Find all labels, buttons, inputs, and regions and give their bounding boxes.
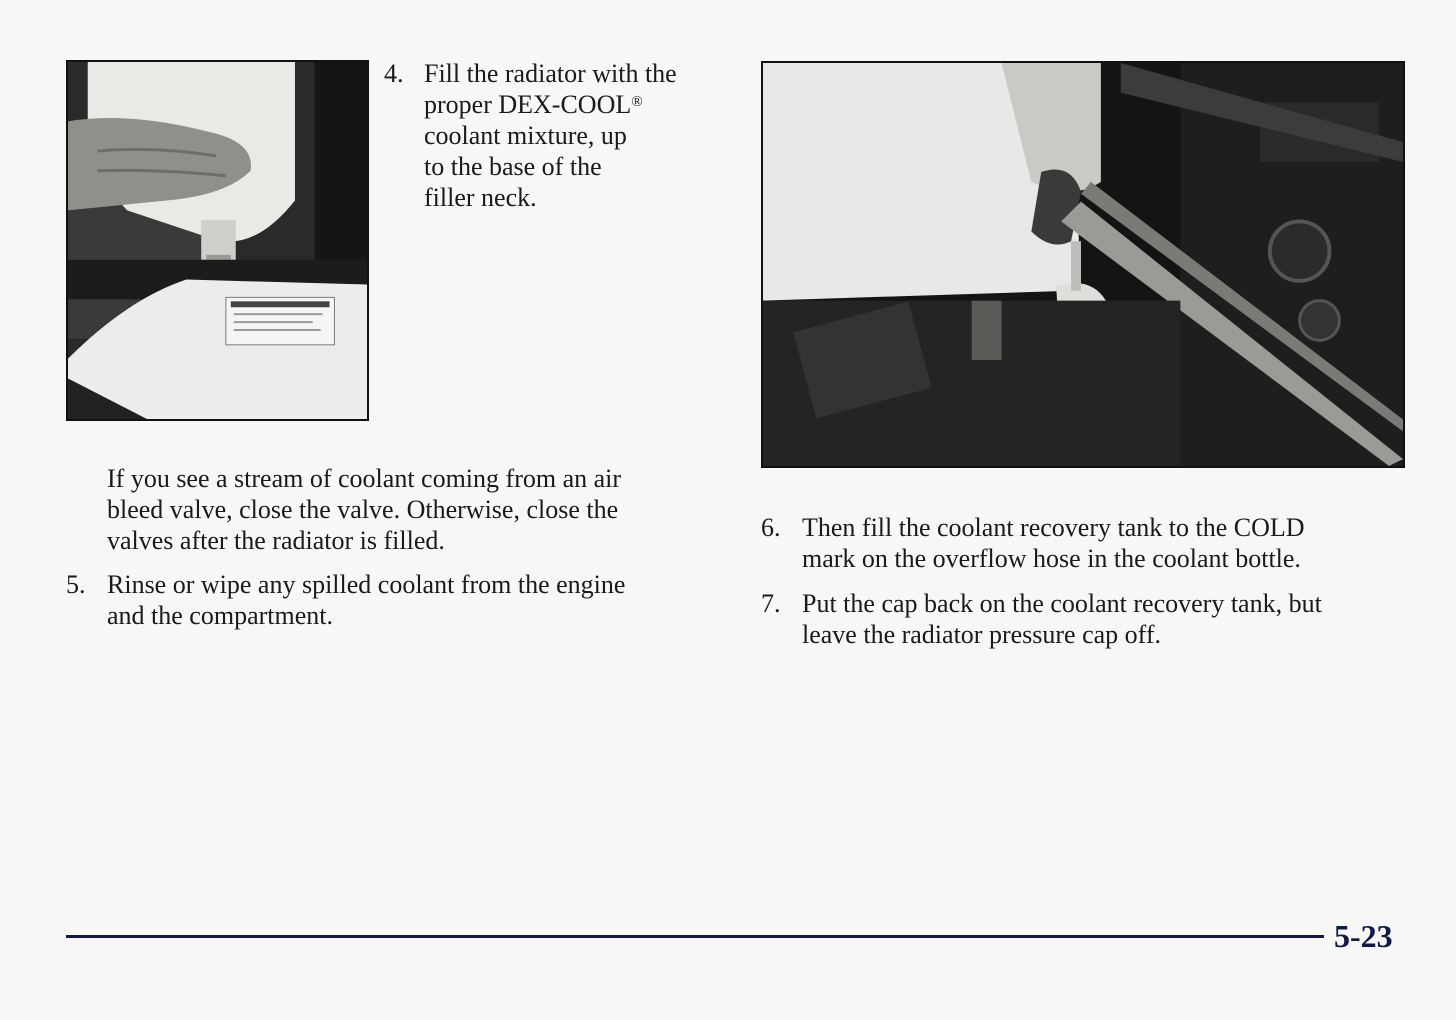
recovery-tank-photo bbox=[761, 61, 1405, 468]
step-number: 6. bbox=[761, 513, 781, 542]
step-text bbox=[802, 512, 1402, 574]
step-line: to the base of the bbox=[424, 152, 602, 181]
step-number: 7. bbox=[761, 589, 781, 618]
step-line: Rinse or wipe any spilled coolant from the engine bbox=[107, 570, 626, 599]
paragraph-line: valves after the radiator is filled. bbox=[107, 526, 445, 555]
step-number: 4. bbox=[384, 59, 404, 88]
step-text bbox=[802, 588, 1402, 650]
radiator-fill-photo bbox=[66, 60, 369, 421]
step-line bbox=[424, 89, 724, 120]
step-line: leave the radiator pressure cap off. bbox=[802, 620, 1162, 649]
step-line: Fill the radiator with the bbox=[424, 59, 677, 88]
radiator-fill-illustration bbox=[68, 62, 367, 419]
footer-rule bbox=[66, 935, 1324, 938]
step-line: coolant mixture, up bbox=[424, 121, 627, 150]
step-line: filler neck. bbox=[424, 183, 537, 212]
paragraph-line: bleed valve, close the valve. Otherwise, close the bbox=[107, 495, 619, 524]
step-number: 5. bbox=[66, 570, 86, 599]
step-line: Put the cap back on the coolant recovery tank, but bbox=[802, 589, 1322, 618]
step-line: mark on the overflow hose in the coolant bottle. bbox=[802, 544, 1301, 573]
page-number: 5-23 bbox=[1334, 918, 1393, 954]
step-text bbox=[107, 569, 707, 631]
step-line: and the compartment. bbox=[107, 601, 333, 630]
step-line: Then fill the coolant recovery tank to the COLD bbox=[802, 513, 1305, 542]
recovery-tank-illustration bbox=[763, 63, 1403, 466]
paragraph-line: If you see a stream of coolant coming from an air bbox=[107, 464, 622, 493]
air-bleed-paragraph bbox=[107, 463, 687, 556]
registered-mark: ® bbox=[631, 94, 643, 110]
step-text bbox=[424, 58, 724, 213]
step-line-text: proper DEX-COOL bbox=[424, 90, 632, 119]
